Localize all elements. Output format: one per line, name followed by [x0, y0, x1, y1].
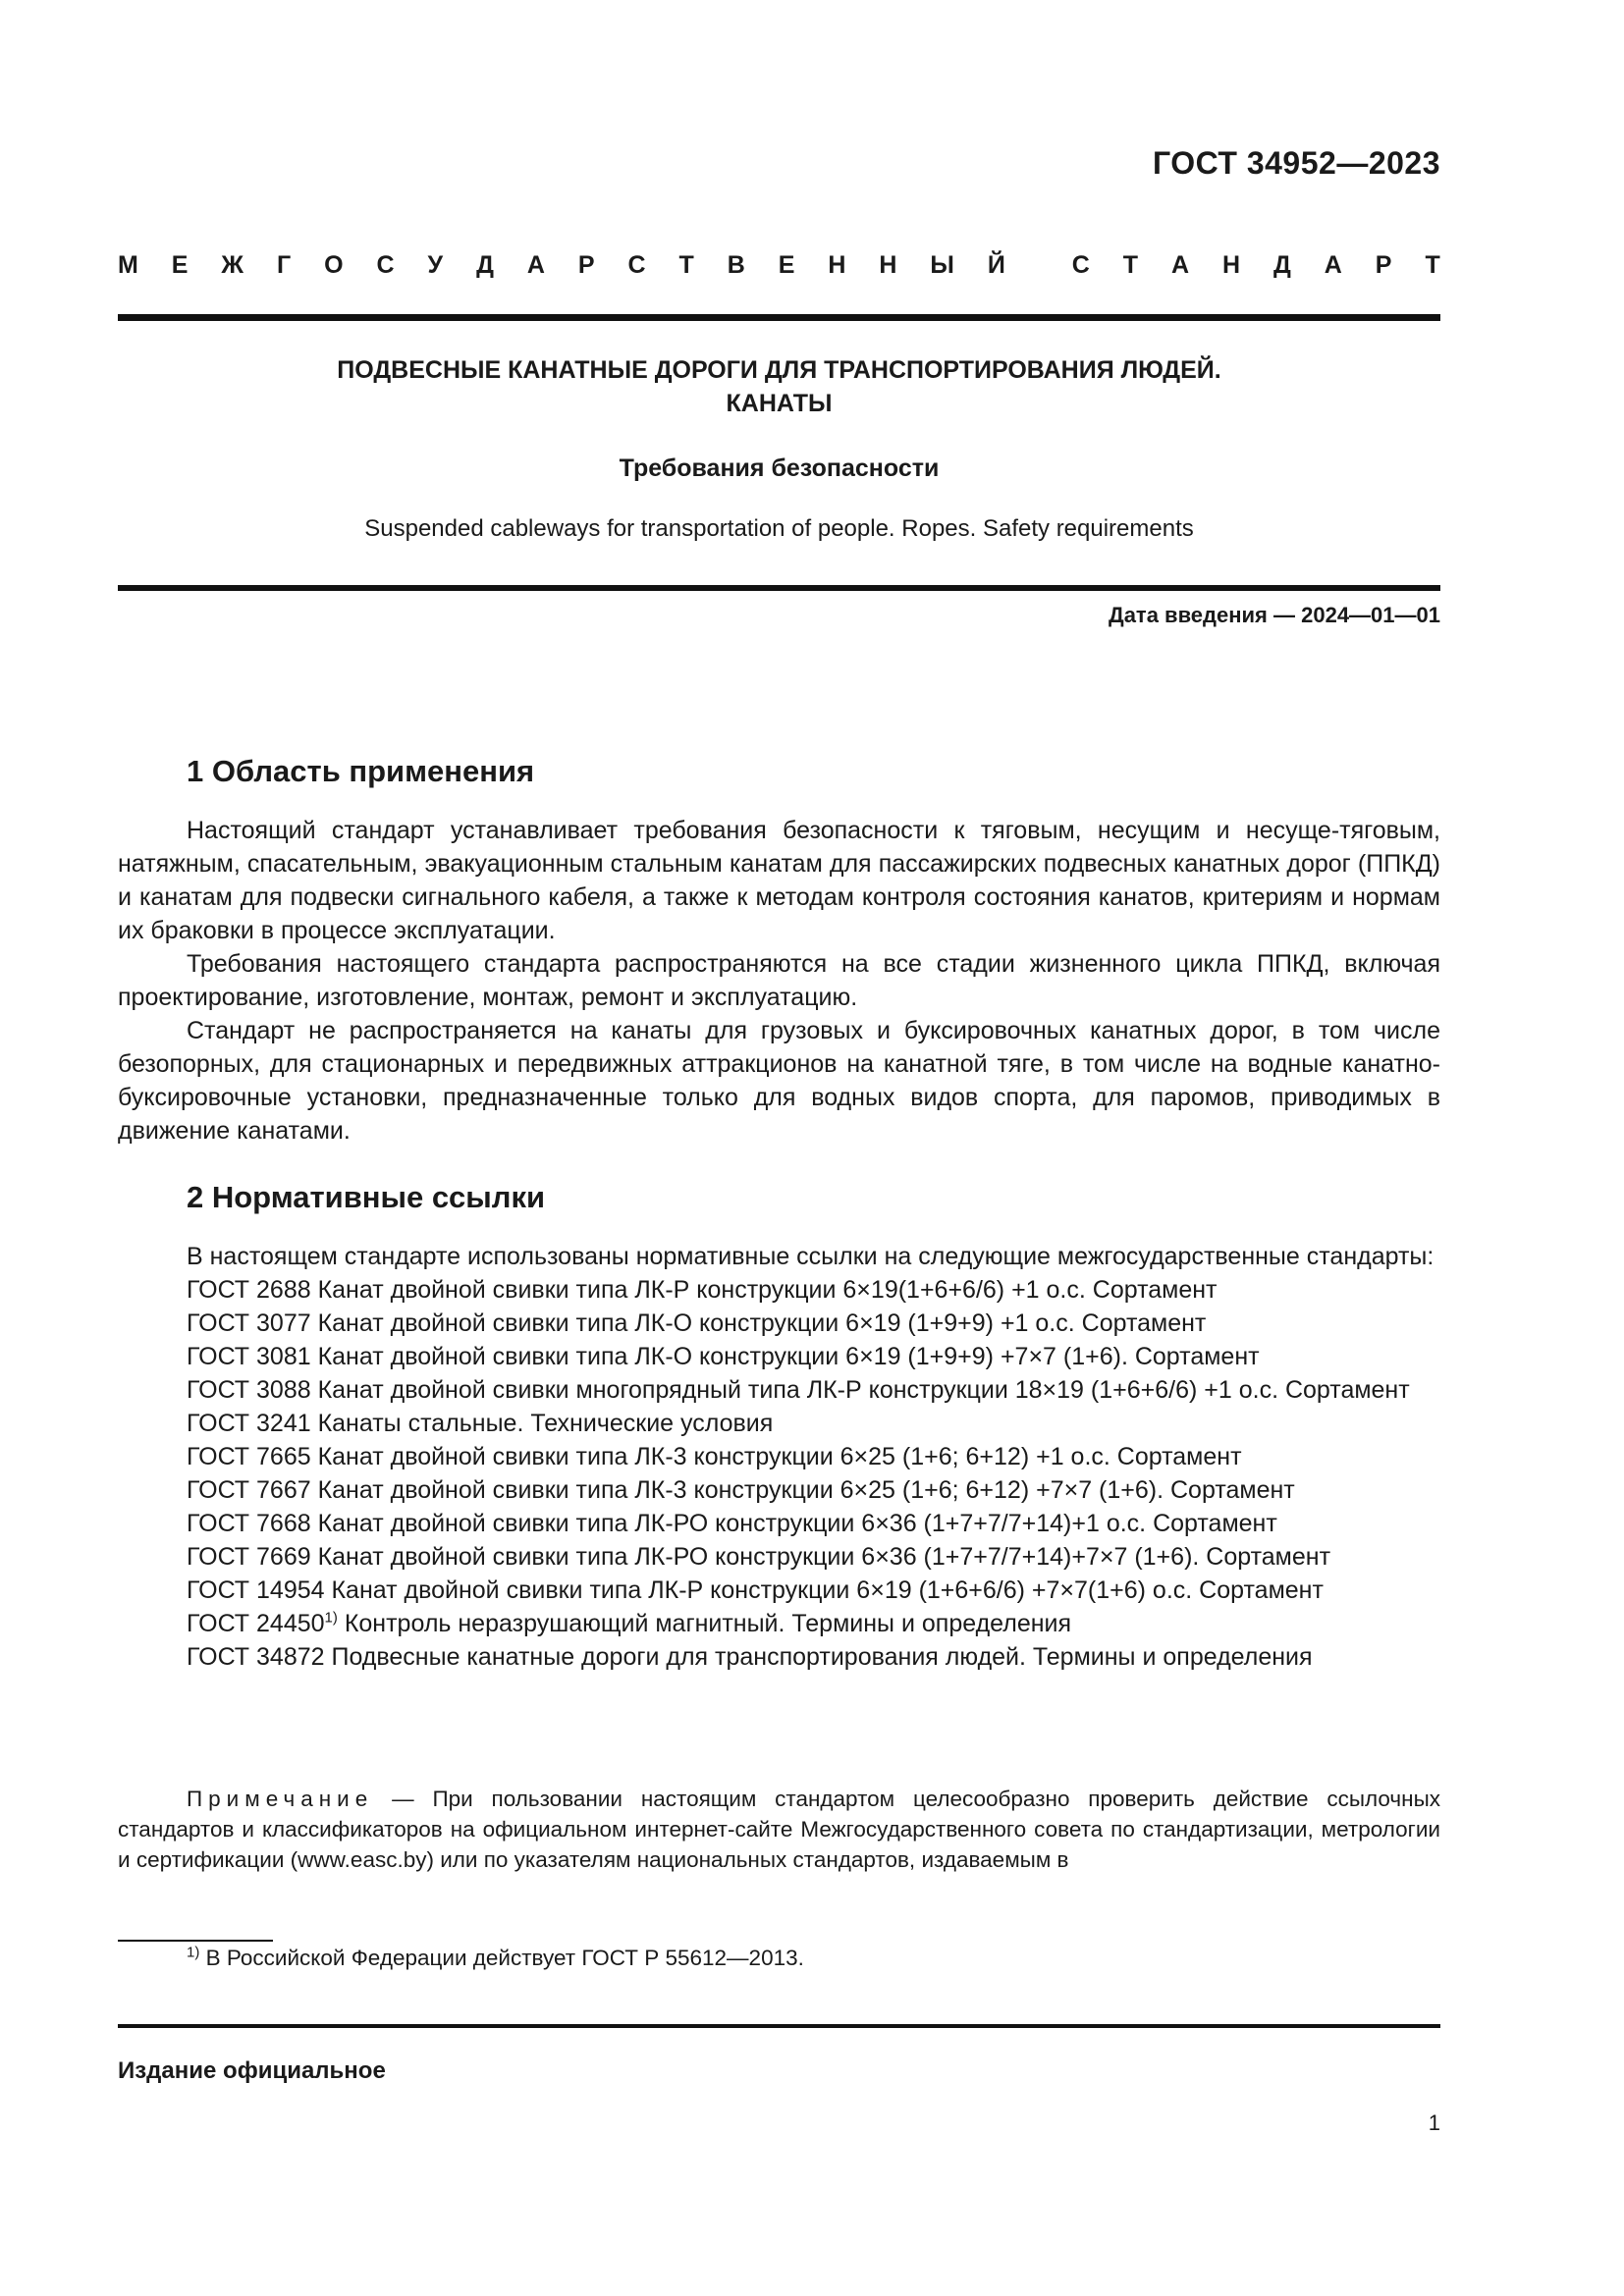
banner-letter: С [1071, 251, 1090, 279]
banner-letter: Д [476, 251, 494, 279]
reference-item: ГОСТ 7667 Канат двойной свивки типа ЛК-3 конструкции 6×25 (1+6; 6+12) +7×7 (1+6). Сортамент [187, 1476, 1295, 1504]
banner-letter: С [627, 251, 646, 279]
section-1-heading: 1 Область применения [187, 754, 535, 788]
section-1-paragraph: Стандарт не распространяется на канаты для грузовых и буксировочных канатных дорог, в том числе безопорных, для стационарных и передвижных аттракционов на канатной тяге, в том числе на водные канатно-буксировочные установки, предназначенные только для водных видов спорта, для паромов, приводимых в движение канатами. [118, 1017, 1440, 1145]
title-line-1: ПОДВЕСНЫЕ КАНАТНЫЕ ДОРОГИ ДЛЯ ТРАНСПОРТИРОВАНИЯ ЛЮДЕЙ. [337, 356, 1221, 384]
page-number: 1 [1428, 2110, 1440, 2135]
section-1-paragraph: Требования настоящего стандарта распространяются на все стадии жизненного цикла ППКД, включая проектирование, изготовление, монтаж, ремонт и эксплуатацию. [118, 950, 1440, 1011]
footer-divider [118, 2024, 1440, 2028]
banner-letter: О [324, 251, 344, 279]
reference-item: ГОСТ 3088 Канат двойной свивки многопрядный типа ЛК-Р конструкции 18×19 (1+6+6/6) +1 о.с. Сортамент [187, 1376, 1410, 1404]
footnote-text: В Российской Федерации действует ГОСТ Р 55612—2013. [199, 1946, 804, 1970]
reference-item: ГОСТ 14954 Канат двойной свивки типа ЛК-Р конструкции 6×19 (1+6+6/6) +7×7(1+6) о.с. Сортамент [187, 1576, 1324, 1604]
banner-letter: Е [778, 251, 795, 279]
reference-item: ГОСТ 7669 Канат двойной свивки типа ЛК-РО конструкции 6×36 (1+7+7/7+14)+7×7 (1+6). Сортамент [187, 1543, 1331, 1571]
banner-letter: М [118, 251, 138, 279]
section-2-intro: В настоящем стандарте использованы нормативные ссылки на следующие межгосударственные стандарты: [187, 1243, 1435, 1270]
interstate-standard-banner [118, 251, 1440, 280]
title-line-2: КАНАТЫ [726, 390, 833, 417]
banner-letter: А [1324, 251, 1342, 279]
reference-item-24450 [118, 1607, 1440, 1640]
banner-letter: Н [879, 251, 897, 279]
section-2-heading: 2 Нормативные ссылки [187, 1180, 546, 1214]
document-number: ГОСТ 34952—2023 [1152, 145, 1440, 181]
banner-letter: Т [1425, 251, 1440, 279]
note-text: — При пользовании настоящим стандартом целесообразно проверить действие ссылочных стандартов и классификаторов на официальном интернет-сайте Межгосударственного совета по стандартизации, метрологии и сертификации (www.easc.by) или по указателям национальных стандартов, издаваемым в [118, 1787, 1440, 1872]
reference-item: ГОСТ 7665 Канат двойной свивки типа ЛК-3 конструкции 6×25 (1+6; 6+12) +1 о.с. Сортамент [187, 1443, 1242, 1470]
banner-letter: Г [276, 251, 292, 279]
banner-letter: Р [577, 251, 595, 279]
title-divider [118, 585, 1440, 591]
note-block [118, 1784, 1440, 1875]
banner-letter: Е [171, 251, 189, 279]
official-edition-label: Издание официальное [118, 2057, 386, 2084]
english-title: Suspended cableways for transportation of people. Ropes. Safety requirements [364, 515, 1194, 542]
banner-letter: Т [1122, 251, 1139, 279]
reference-item: ГОСТ 3081 Канат двойной свивки типа ЛК-О конструкции 6×19 (1+9+9) +7×7 (1+6). Сортамент [187, 1343, 1260, 1370]
section-2-body [118, 1240, 1440, 1674]
introduction-date: Дата введения — 2024—01—01 [1109, 603, 1440, 627]
reference-title: Контроль неразрушающий магнитный. Термины и определения [337, 1610, 1072, 1637]
reference-item: ГОСТ 2688 Канат двойной свивки типа ЛК-Р конструкции 6×19(1+6+6/6) +1 о.с. Сортамент [187, 1276, 1218, 1304]
banner-letter: А [1170, 251, 1190, 279]
footnote-separator [118, 1940, 273, 1942]
header-divider [118, 314, 1440, 321]
banner-letter: Р [1375, 251, 1392, 279]
banner-letter: Д [1273, 251, 1291, 279]
reference-item: ГОСТ 3241 Канаты стальные. Технические условия [187, 1410, 774, 1437]
document-title [118, 353, 1440, 420]
banner-letter: У [427, 251, 444, 279]
reference-item: ГОСТ 3077 Канат двойной свивки типа ЛК-О конструкции 6×19 (1+9+9) +1 о.с. Сортамент [187, 1309, 1207, 1337]
footnote [187, 1946, 804, 1971]
banner-letter: Н [828, 251, 846, 279]
note-paragraph [118, 1784, 1440, 1875]
footnote-marker: 1) [324, 1609, 338, 1627]
banner-letter: Ы [930, 251, 954, 279]
banner-letter: Н [1222, 251, 1241, 279]
note-label: Примечание [187, 1787, 374, 1811]
reference-item: ГОСТ 34872 Подвесные канатные дороги для транспортирования людей. Термины и определения [187, 1643, 1313, 1671]
section-1-paragraph: Настоящий стандарт устанавливает требования безопасности к тяговым, несущим и несуще-тяговым, натяжным, спасательным, эвакуационным стальным канатам для пассажирских подвесных канатных дорог (ППКД) и канатам для подвески сигнального кабеля, а также к методам контроля состояния канатов, критериям и нормам их браковки в процессе эксплуатации. [118, 817, 1440, 944]
banner-letter: Ж [221, 251, 244, 279]
footnote-marker: 1) [187, 1944, 200, 1961]
banner-letter: Й [987, 251, 1005, 279]
banner-letter: С [376, 251, 395, 279]
reference-item: ГОСТ 7668 Канат двойной свивки типа ЛК-РО конструкции 6×36 (1+7+7/7+14)+1 о.с. Сортамент [187, 1510, 1277, 1537]
document-subtitle: Требования безопасности [619, 454, 940, 482]
banner-letter: А [526, 251, 545, 279]
reference-number: ГОСТ 24450 [187, 1610, 325, 1637]
banner-letter: Т [678, 251, 694, 279]
banner-letter: В [727, 251, 745, 279]
section-1-body [118, 814, 1440, 1148]
